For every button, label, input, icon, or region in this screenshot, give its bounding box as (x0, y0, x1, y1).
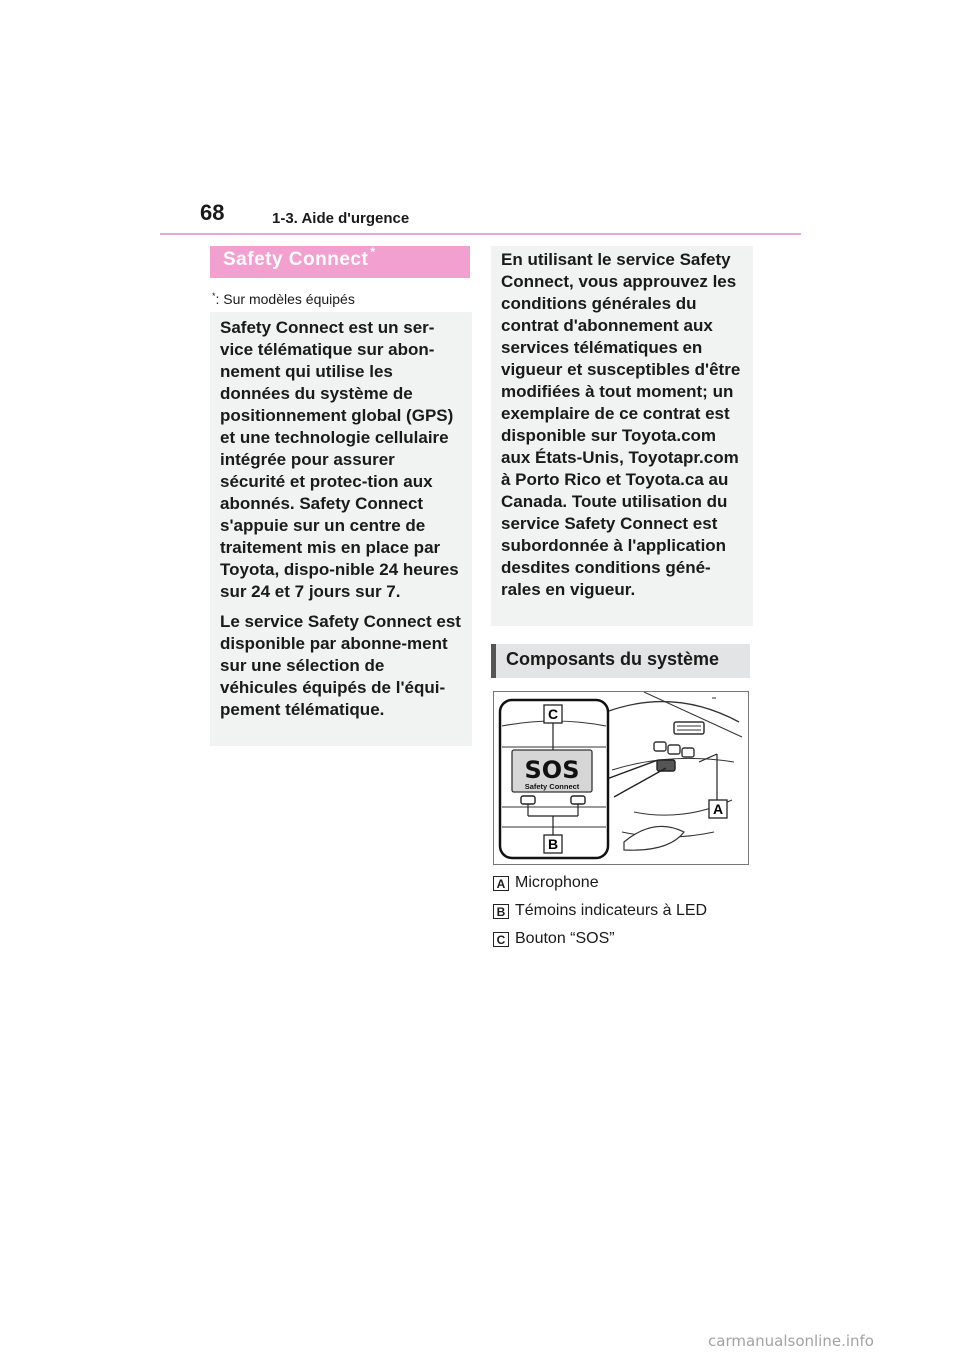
components-heading: Composants du système (491, 644, 750, 678)
legend-label-led: Témoins indicateurs à LED (515, 902, 708, 919)
description-paragraph-2: Le service Safety Connect est disponible par abonne-ment sur une sélection de véhicules équipés de l'équi-pement télématique. (220, 612, 461, 719)
section-title: 1-3. Aide d'urgence (272, 210, 410, 227)
description-paragraph-1: Safety Connect est un ser-vice télématique sur abon-nement qui utilise les données du système de positionnement global (GPS) et une technologie cellulaire intégrée pour assurer sécurité et protec-tion aux abonnés. Safety Connect s'appuie sur un centre de traitement mis en place par Toyota, dispo-nible 24 heures sur 24 et 7 jours sur 7. (220, 318, 459, 601)
safety-connect-heading (210, 246, 470, 278)
heading-asterisk: * (370, 245, 376, 259)
legend-label-sos-button: Bouton “SOS” (515, 930, 615, 947)
callout-c: C (547, 706, 559, 722)
overhead-console-illustration (494, 692, 749, 865)
safety-connect-heading-text: Safety Connect (223, 249, 369, 270)
callout-a: A (712, 801, 724, 817)
watermark-link[interactable]: carmanualsonline.info (708, 1332, 874, 1350)
legend-tag-a: A (493, 876, 509, 891)
footnote (212, 291, 355, 307)
callout-b: B (547, 836, 559, 852)
description-box (210, 312, 472, 746)
legend-label-microphone: Microphone (515, 874, 599, 891)
terms-box (491, 246, 753, 626)
footnote-asterisk: * (212, 291, 216, 301)
sos-button-sublabel: Safety Connect (524, 782, 580, 791)
footnote-text: : Sur modèles équipés (215, 291, 355, 307)
sos-button-label: SOS (524, 756, 580, 784)
header-divider (160, 233, 801, 235)
legend-item-sos-button (493, 930, 615, 948)
legend-tag-b: B (493, 904, 509, 919)
legend-item-microphone (493, 874, 599, 892)
legend-tag-c: C (493, 932, 509, 947)
page-number: 68 (200, 200, 225, 225)
terms-paragraph: En utilisant le service Safety Connect, vous approuvez les conditions générales du contrat d'abonnement aux services télématiques en vigueur et susceptibles d'être modifiées à tout moment; un exemplaire de ce contrat est disponible sur Toyota.com aux États-Unis, Toyotapr.com à Porto Rico et Toyota.ca au Canada. Toute utilisation du service Safety Connect est subordonnée à l'application desdites conditions géné-rales en vigueur. (501, 250, 741, 599)
system-components-figure (493, 691, 749, 865)
legend-item-led (493, 902, 707, 920)
